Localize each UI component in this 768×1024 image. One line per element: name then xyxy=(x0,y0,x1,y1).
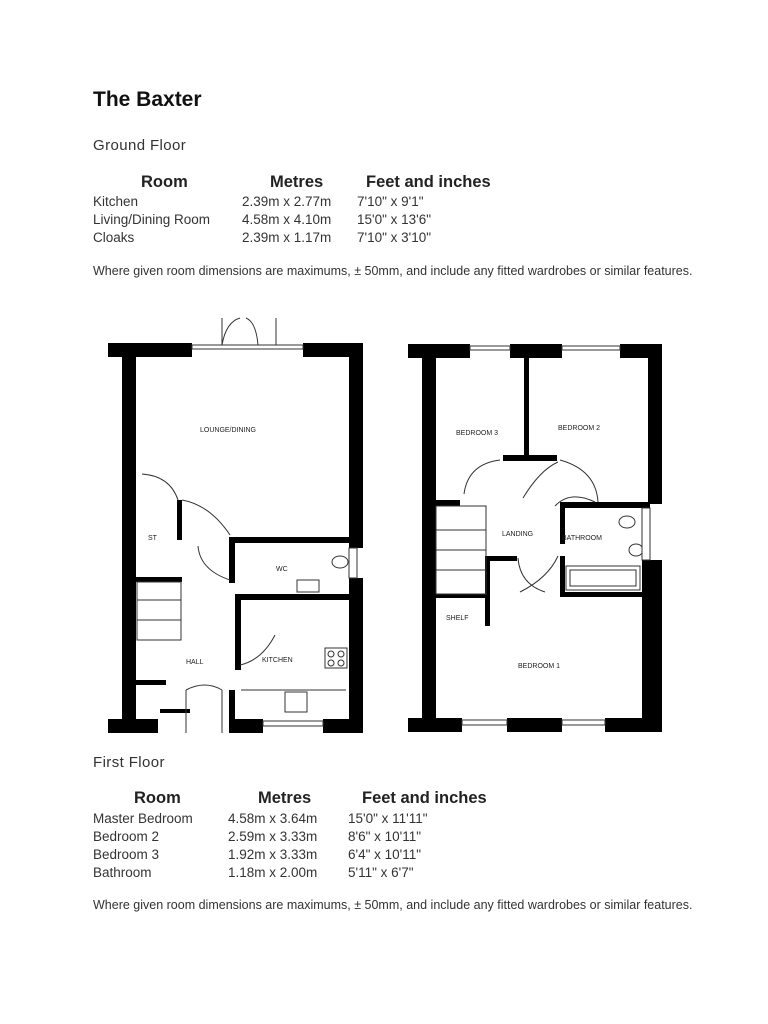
col-header-feet: Feet and inches xyxy=(362,789,487,807)
table-cell-feet: 8'6" x 10'11" xyxy=(348,829,422,844)
room-label-bedroom2: BEDROOM 2 xyxy=(558,425,601,432)
table-cell-feet: 15'0" x 11'11" xyxy=(348,811,428,826)
ground-floor-fittings xyxy=(137,318,357,733)
room-label-kitchen: KITCHEN xyxy=(262,657,293,664)
room-label-lounge: LOUNGE/DINING xyxy=(200,427,257,434)
first-floor-heading: First Floor xyxy=(93,754,165,771)
table-cell-metres: 2.39m x 1.17m xyxy=(242,230,332,245)
table-cell-metres: 1.18m x 2.00m xyxy=(228,865,318,880)
ground-floor-labels xyxy=(148,427,293,666)
table-cell-feet: 15'0" x 13'6" xyxy=(357,212,432,227)
room-label-shelf: SHELF xyxy=(446,615,469,622)
page-title: The Baxter xyxy=(93,88,202,111)
table-cell-feet: 5'11" x 6'7" xyxy=(348,865,414,880)
room-label-wc: WC xyxy=(276,566,288,573)
first-floor-note: Where given room dimensions are maximums, ± 50mm, and include any fitted wardrobes or similar features. xyxy=(93,898,693,912)
room-label-bathroom: BATHROOM xyxy=(562,535,602,542)
ground-floor-plan xyxy=(108,343,363,733)
table-cell-metres: 1.92m x 3.33m xyxy=(228,847,318,862)
first-floor-labels xyxy=(446,425,602,670)
room-label-bedroom3: BEDROOM 3 xyxy=(456,430,499,437)
col-header-feet: Feet and inches xyxy=(366,173,491,191)
table-cell-room: Living/Dining Room xyxy=(93,212,211,227)
ground-floor-note: Where given room dimensions are maximums, ± 50mm, and include any fitted wardrobes or similar features. xyxy=(93,264,693,278)
ground-floor-heading: Ground Floor xyxy=(93,137,187,154)
table-cell-room: Bedroom 2 xyxy=(93,829,160,844)
table-cell-feet: 7'10" x 3'10" xyxy=(357,230,432,245)
table-cell-room: Cloaks xyxy=(93,230,135,245)
table-cell-metres: 4.58m x 3.64m xyxy=(228,811,318,826)
table-cell-metres: 4.58m x 4.10m xyxy=(242,212,332,227)
col-header-metres: Metres xyxy=(258,789,312,807)
table-cell-metres: 2.59m x 3.33m xyxy=(228,829,318,844)
col-header-metres: Metres xyxy=(270,173,324,191)
table-cell-metres: 2.39m x 2.77m xyxy=(242,194,332,209)
room-label-bedroom1: BEDROOM 1 xyxy=(518,663,561,670)
room-label-hall: HALL xyxy=(186,659,204,666)
room-label-landing: LANDING xyxy=(502,531,534,538)
first-floor-plan xyxy=(408,344,662,732)
table-cell-room: Master Bedroom xyxy=(93,811,193,826)
room-label-st: ST xyxy=(148,535,157,542)
table-cell-room: Bedroom 3 xyxy=(93,847,160,862)
table-cell-room: Kitchen xyxy=(93,194,139,209)
table-cell-room: Bathroom xyxy=(93,865,152,880)
table-cell-feet: 6'4" x 10'11" xyxy=(348,847,422,862)
col-header-room: Room xyxy=(134,789,181,807)
col-header-room: Room xyxy=(141,173,188,191)
table-cell-feet: 7'10" x 9'1" xyxy=(357,194,424,209)
